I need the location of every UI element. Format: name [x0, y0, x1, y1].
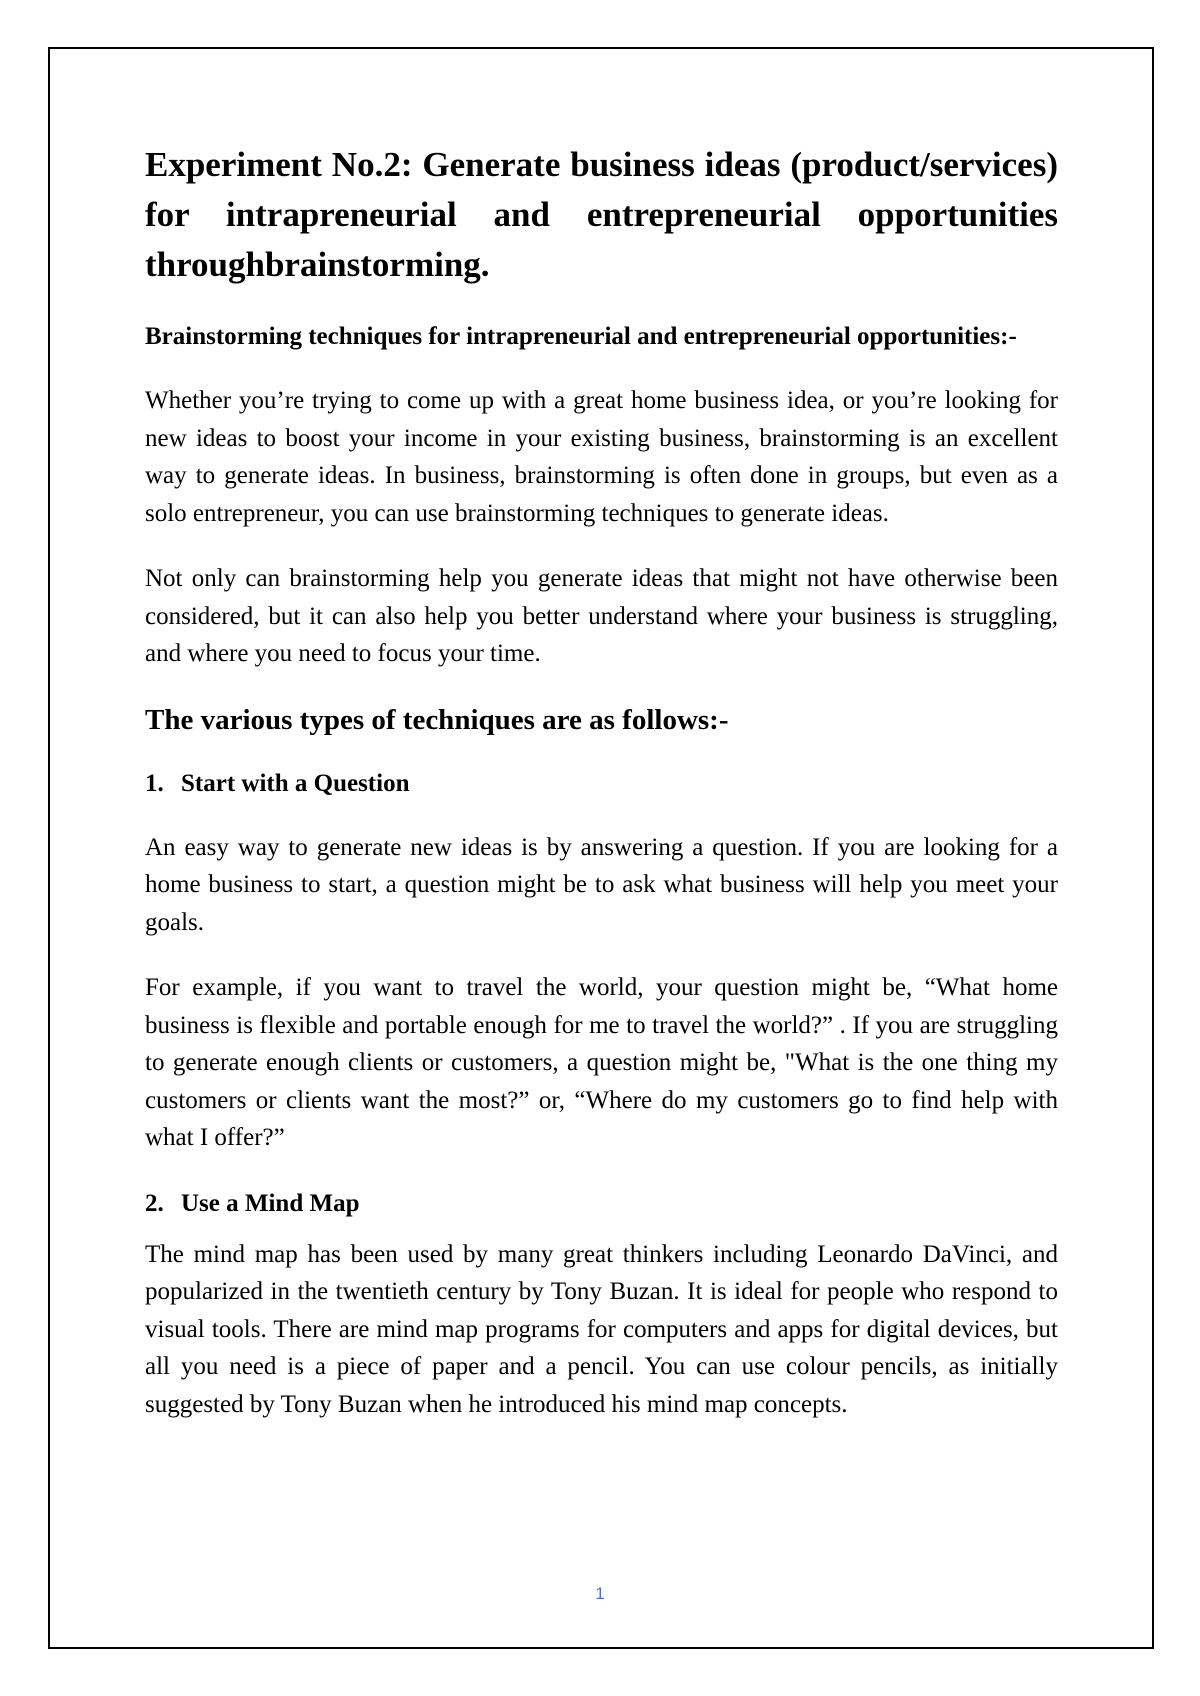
technique-paragraph: For example, if you want to travel the world, your question might be, “What home business is flexible and portable enough for me to travel the world?” . If you are struggling to generate enough clients or customers, a question might be, "What is the one thing my customers or clients want the most?” or, “Where do my customers go to find help with what I offer?” [145, 974, 1058, 1151]
technique-title: Start with a Question [181, 769, 410, 797]
technique-heading-1 [145, 765, 1058, 802]
techniques-heading: The various types of techniques are as follows:- [145, 703, 729, 736]
document-title: Experiment No.2: Generate business ideas (product/services) for intrapreneurial and entrepreneurial opportunities throughbrainstorming. [145, 145, 1058, 284]
brainstorming-subheading: Brainstorming techniques for intrapreneurial and entrepreneurial opportunities:- [145, 323, 1017, 350]
technique-paragraph: The mind map has been used by many great thinkers including Leonardo DaVinci, and popularized in the twentieth century by Tony Buzan. It is ideal for people who respond to visual tools. There are mind map programs for computers and apps for digital devices, but all you need is a piece of paper and a pencil. You can use colour pencils, as initially suggested by Tony Buzan when he introduced his mind map concepts. [145, 1240, 1058, 1418]
technique-heading-2 [145, 1185, 1058, 1222]
technique-number: 2. [145, 1189, 164, 1217]
intro-paragraph: Whether you’re trying to come up with a great home business idea, or you’re looking for new ideas to boost your income in your existing business, brainstorming is an excellent way to generate ideas. In business, brainstorming is often done in groups, but even as a solo entrepreneur, you can use brainstorming techniques to generate ideas. [145, 387, 1058, 527]
technique-title: Use a Mind Map [181, 1189, 360, 1217]
technique-paragraph: An easy way to generate new ideas is by answering a question. If you are looking for a home business to start, a question might be to ask what business will help you meet your goals. [145, 833, 1058, 936]
technique-number: 1. [145, 769, 164, 797]
document-body [145, 140, 1058, 1423]
page-number: 1 [595, 1584, 605, 1603]
intro-paragraph: Not only can brainstorming help you generate ideas that might not have otherwise been considered, but it can also help you better understand where your business is struggling, and where you need to focus your time. [145, 565, 1058, 667]
